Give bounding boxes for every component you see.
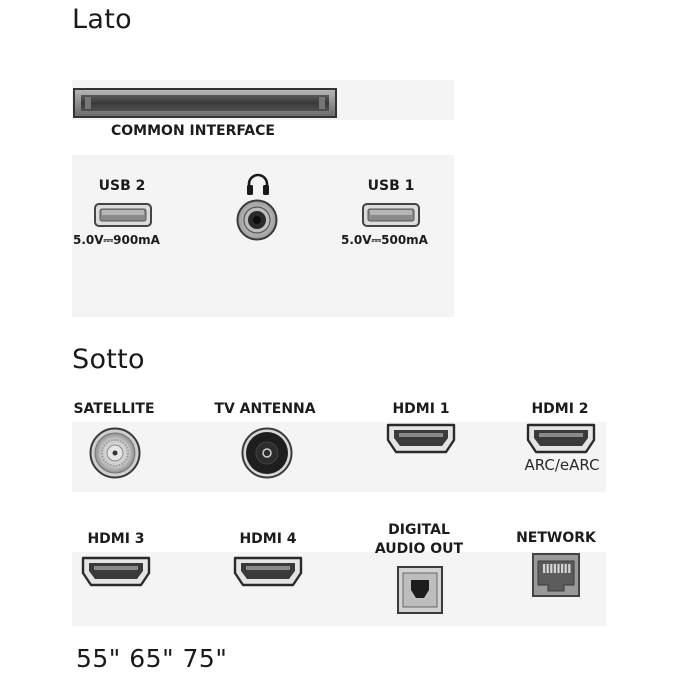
usb1-power-spec: 5.0V⎓500mA [341, 233, 428, 247]
hdmi-port-icon [526, 423, 596, 454]
usb-port-icon [94, 203, 152, 227]
antenna-connector-icon [241, 427, 293, 479]
screen-sizes: 55" 65" 75" [76, 644, 228, 673]
bottom-row2-panel [72, 552, 606, 626]
usb2-power-spec: 5.0V⎓900mA [73, 233, 160, 247]
ci-slot-icon [73, 88, 337, 118]
hdmi-port-icon [386, 423, 456, 454]
hdmi3-label: HDMI 3 [87, 531, 145, 547]
satellite-label: SATELLITE [73, 401, 155, 417]
audio-jack-icon [236, 199, 278, 241]
satellite-connector-icon [89, 427, 141, 479]
digital-audio-out-label-line1: DIGITAL [388, 522, 450, 538]
bottom-heading: Sotto [72, 344, 145, 375]
side-heading: Lato [72, 4, 132, 35]
hdmi1-label: HDMI 1 [392, 401, 450, 417]
hdmi2-arc-label: ARC/eARC [524, 456, 600, 474]
hdmi-port-icon [81, 556, 151, 587]
optical-port-icon [397, 566, 443, 614]
usb2-label: USB 2 [98, 178, 146, 194]
hdmi2-label: HDMI 2 [531, 401, 589, 417]
hdmi4-label: HDMI 4 [239, 531, 297, 547]
network-label: NETWORK [516, 530, 596, 546]
tv-antenna-label: TV ANTENNA [214, 401, 316, 417]
headphone-icon [245, 172, 271, 196]
ethernet-port-icon [532, 553, 580, 597]
usb-port-icon [362, 203, 420, 227]
hdmi-port-icon [233, 556, 303, 587]
usb1-label: USB 1 [367, 178, 415, 194]
digital-audio-out-label-line2: AUDIO OUT [374, 541, 464, 557]
common-interface-label: COMMON INTERFACE [111, 123, 275, 139]
